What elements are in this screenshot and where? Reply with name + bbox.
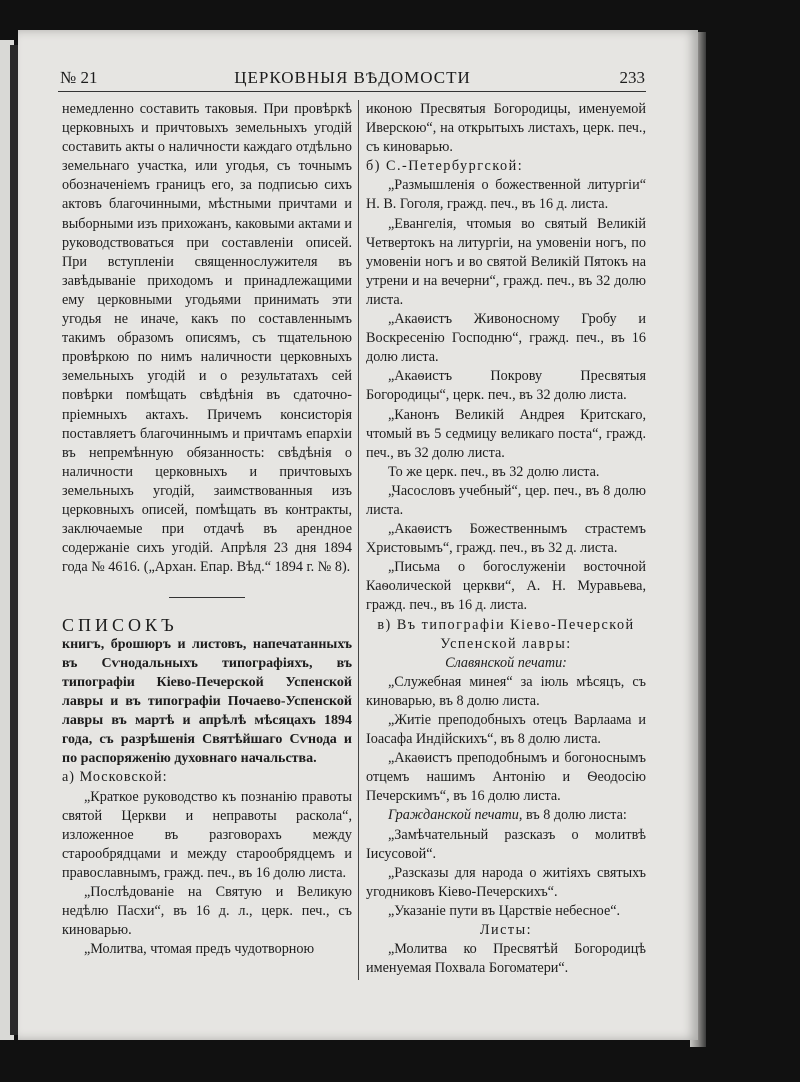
list-title: СПИСОКЪ — [62, 615, 178, 636]
paragraph-text: немедленно составить таковыя. При провѣркѣ церковныхъ и причтовыхъ земельныхъ угодій составить акты о наличности каждаго отдѣльно земельнаго участка, или угодья, съ точнымъ обозначеніемъ границъ его, за подписью сихъ актовъ благочинными, мѣстными причтами и выборными изъ прихожанъ, каковыми актами и руководствоваться при составленіи описей. При вступленіи священнослужителя въ завѣдываніе приходомъ и принадлежащими ему церковными угодьями принимать эти угодья не иначе, какъ по составленнымъ такимъ образомъ описямъ, съ тщательною провѣркою по нимъ наличности церковныхъ земельныхъ угодій и о результатахъ сей повѣрки помѣщать свѣдѣнія въ сдаточно-пріемныхъ актахъ. Причемъ консисторія поставляетъ благочиннымъ и причтамъ епархіи въ непремѣнную обязанность: свѣдѣнія о наличности церковныхъ и причтовыхъ земельныхъ угодій, заимствованныя изъ церковныхъ описей, помѣщать въ контракты, заключаемые при отдачѣ въ арендное содержаніе сихъ угодій. Апрѣля 23 дня 1894 года № 4616. („Архан. Епар. Вѣд.“ 1894 г. № 8). — [62, 101, 352, 576]
list-entry: „Акаѳистъ Божественнымъ страстемъ Христовымъ“, гражд. печ., въ 32 д. листа. — [366, 521, 646, 557]
list-entry: То же церк. печ., въ 32 долю листа. — [388, 463, 600, 480]
page-number: 233 — [619, 68, 645, 87]
subsection-heading: Гражданской печати — [388, 807, 519, 824]
list-subtitle: книгъ, брошюръ и листовъ, напечатанныхъ въ Сѵнодальныхъ типографіяхъ, въ типографіи Кіево-Печерской Успенской лавры и въ типографіи Почаево-Успенской лавры въ мартѣ и апрѣлѣ мѣсяцахъ 1894 года, съ разрѣшенія Святѣйшаго Сѵнода и по распоряженію духовнаго начальства. — [62, 637, 352, 767]
list-entry: „Молитва ко Пресвятѣй Богородицѣ именуемая Похвала Богоматери“. — [366, 941, 646, 977]
header-rule — [58, 91, 646, 92]
column-divider — [358, 100, 359, 980]
list-entry-continued: иконою Пресвятыя Богородицы, именуемой Иверскою“, на открытыхъ листахъ, церк. печ., съ киноварью. — [366, 101, 646, 156]
list-entry: „Молитва, чтомая предъ чудотворною — [84, 941, 315, 958]
list-entry: „Краткое руководство къ познанію правоты святой Церкви и неправоты раскола“, изложенное въ разговорахъ между старообрядцами и между старообрядцемъ и православнымъ, гражд. печ., въ 16 долю листа. — [62, 788, 352, 881]
list-entry: „Евангелія, чтомыя во святый Великій Четвертокъ на литургіи, на умовеніи ногъ, по умовеніи ногъ и во святой Великій Пятокъ на утрени и на вечерни“, гражд. печ., въ 32 долю листа. — [366, 215, 646, 308]
journal-title: ЦЕРКОВНЫЯ ВѢДОМОСТИ — [234, 68, 471, 87]
subsection-line — [366, 806, 646, 825]
list-entry: „Акаѳистъ преподобнымъ и богоноснымъ отцемъ нашимъ Антонію и Ѳеодосію Печерскимъ“, въ 16 долю листа. — [366, 750, 646, 805]
list-entry: „Размышленія о божественной литургіи“ Н. В. Гоголя, гражд. печ., въ 16 д. листа. — [366, 177, 646, 213]
list-entry: „Акаѳистъ Покрову Пресвятыя Богородицы“, церк. печ., въ 32 долю листа. — [366, 368, 646, 404]
list-entry: „Акаѳистъ Живоносному Гробу и Воскресенію Господню“, гражд. печ., въ 16 долю листа. — [366, 311, 646, 366]
section-heading-b: б) С.-Петербургской: — [366, 158, 524, 175]
section-heading-v: в) Въ типографіи Кіево-Печерской Успенской лавры: — [377, 616, 635, 652]
list-entry: „Канонъ Великій Андрея Критскаго, чтомый въ 5 седмицу великаго поста“, гражд. печ., въ 32 долю листа. — [366, 406, 646, 461]
list-entry: „Житіе преподобныхъ отецъ Варлаама и Іоасафа Индійскихъ“, въ 8 долю листа. — [366, 712, 646, 748]
list-entry: „Служебная минея“ за іюль мѣсяцъ, съ киноварью, въ 8 долю листа. — [366, 673, 646, 709]
subsection-suffix: , въ 8 долю листа: — [518, 807, 627, 824]
left-column — [62, 100, 352, 959]
subsection-heading: Листы: — [479, 922, 533, 939]
subsection-heading: Славянской печати: — [445, 654, 567, 671]
page-header — [60, 66, 645, 94]
list-entry: „Замѣчательный разсказъ о молитвѣ Іисусовой“. — [366, 826, 646, 862]
list-entry: „Письма о богослуженіи восточной Каѳолической церкви“, А. Н. Муравьева, гражд. печ., въ 16 д. листа. — [366, 559, 646, 614]
section-heading-a: а) Московской: — [62, 769, 168, 786]
right-column — [366, 100, 646, 978]
list-entry: „Часословъ учебный“, цер. печ., въ 8 долю листа. — [366, 482, 646, 518]
separator-rule — [169, 597, 245, 598]
list-entry: „Разсказы для народа о житіяхъ святыхъ угодниковъ Кіево-Печерскихъ“. — [366, 864, 646, 900]
list-entry: „Указаніе пути въ Царствіе небесное“. — [388, 902, 621, 919]
list-entry: „Послѣдованіе на Святую и Великую недѣлю Пасхи“, въ 16 д. л., церк. печ., съ киноварью. — [62, 884, 352, 939]
issue-number: № 21 — [60, 68, 98, 87]
